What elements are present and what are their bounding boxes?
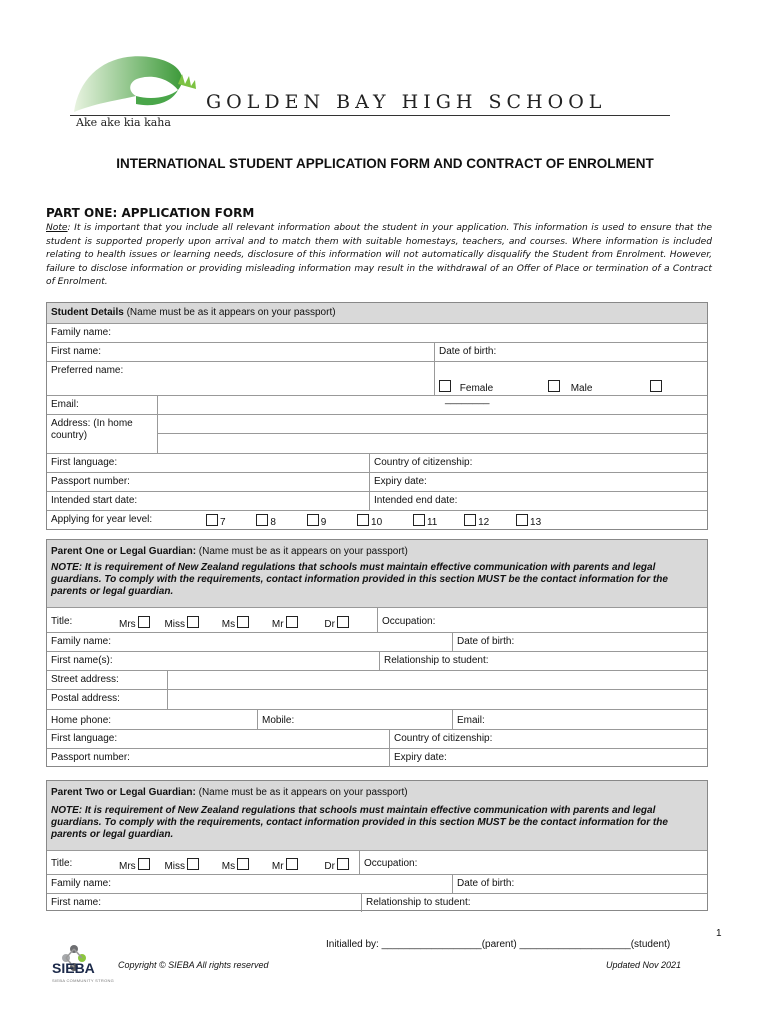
year-12-checkbox[interactable] bbox=[464, 514, 476, 526]
other-gender-checkbox[interactable] bbox=[650, 380, 662, 392]
student-citizenship-label: Country of citizenship: bbox=[369, 454, 476, 472]
p1-expiry-label: Expiry date: bbox=[389, 749, 451, 767]
parent-two-note: NOTE: It is requirement of New Zealand regulations that schools must maintain effective communication with parents and legal guardians. To comply with the requirements, contact information provided in this section MUST be the contact information for the parents or legal guardian. bbox=[51, 805, 668, 840]
p1-mr-checkbox[interactable] bbox=[286, 616, 298, 628]
year-8-checkbox[interactable] bbox=[256, 514, 268, 526]
year-9-label: 9 bbox=[320, 517, 327, 528]
sieba-wordmark: SIEBA bbox=[52, 960, 95, 976]
year-13-checkbox[interactable] bbox=[516, 514, 528, 526]
p2-first-name-label: First name: bbox=[51, 897, 102, 908]
p2-miss-checkbox[interactable] bbox=[187, 858, 199, 870]
p2-dob-label: Date of birth: bbox=[452, 875, 518, 893]
p2-mr-checkbox[interactable] bbox=[286, 858, 298, 870]
p1-first-names-label: First name(s): bbox=[51, 655, 113, 666]
updated-date: Updated Nov 2021 bbox=[606, 960, 682, 970]
student-details-subheading: (Name must be as it appears on your passport) bbox=[123, 307, 336, 318]
p1-citizenship-label: Country of citizenship: bbox=[389, 730, 496, 748]
student-details-table bbox=[46, 302, 708, 530]
year-level-label: Applying for year level: bbox=[51, 514, 153, 525]
p1-passport-label: Passport number: bbox=[51, 752, 130, 763]
p2-miss-label: Miss bbox=[164, 861, 186, 872]
p2-family-name-label: Family name: bbox=[51, 878, 112, 889]
student-dob-label: Date of birth: bbox=[434, 343, 500, 361]
p2-mrs-label: Mrs bbox=[119, 861, 136, 872]
p1-street-label: Street address: bbox=[51, 674, 119, 685]
p1-family-name-label: Family name: bbox=[51, 636, 112, 647]
p1-ms-label: Ms bbox=[221, 619, 236, 630]
student-address-label: Address: (In home country) bbox=[51, 418, 133, 441]
p1-mrs-label: Mrs bbox=[119, 619, 136, 630]
student-first-name-label: First name: bbox=[51, 346, 102, 357]
p2-mrs-checkbox[interactable] bbox=[138, 858, 150, 870]
year-11-checkbox[interactable] bbox=[413, 514, 425, 526]
year-7-checkbox[interactable] bbox=[206, 514, 218, 526]
student-family-name-row[interactable] bbox=[47, 323, 707, 342]
p2-occupation-label: Occupation: bbox=[359, 851, 421, 874]
initialled-by: Initialled by: __________________(parent) ____________________(student) bbox=[326, 939, 671, 950]
year-7-label: 7 bbox=[220, 517, 226, 528]
student-end-date-label: Intended end date: bbox=[369, 492, 461, 510]
parent-two-subheading: (Name must be as it appears on your passport) bbox=[195, 787, 408, 798]
p2-title-label: Title: bbox=[51, 858, 73, 869]
parent-two-heading: Parent Two or Legal Guardian: bbox=[51, 787, 196, 798]
year-11-label: 11 bbox=[426, 517, 438, 528]
form-title: INTERNATIONAL STUDENT APPLICATION FORM AND CONTRACT OF ENROLMENT bbox=[116, 156, 654, 171]
p2-ms-checkbox[interactable] bbox=[237, 858, 249, 870]
student-start-date-label: Intended start date: bbox=[51, 495, 138, 506]
student-passport-label: Passport number: bbox=[51, 476, 130, 487]
p1-title-label: Title: bbox=[51, 616, 73, 627]
p1-email-label: Email: bbox=[452, 710, 489, 729]
note-label: Note bbox=[46, 223, 68, 233]
p1-mrs-checkbox[interactable] bbox=[138, 616, 150, 628]
male-label: Male bbox=[570, 383, 593, 394]
student-email-label: Email: bbox=[51, 399, 79, 410]
female-checkbox[interactable] bbox=[439, 380, 451, 392]
part-one-heading: PART ONE: APPLICATION FORM bbox=[46, 206, 255, 220]
p1-dr-checkbox[interactable] bbox=[337, 616, 349, 628]
p1-home-phone-label: Home phone: bbox=[51, 715, 112, 726]
year-10-checkbox[interactable] bbox=[357, 514, 369, 526]
student-first-language-label: First language: bbox=[51, 457, 118, 468]
sieba-tagline: SIEBA COMMUNITY STRONG bbox=[52, 978, 115, 983]
p1-ms-checkbox[interactable] bbox=[237, 616, 249, 628]
p1-first-language-label: First language: bbox=[51, 733, 118, 744]
year-8-label: 8 bbox=[270, 517, 276, 528]
school-motto: Ake ake kia kaha bbox=[76, 116, 171, 129]
other-gender-blank: ________ bbox=[445, 394, 490, 405]
p1-mr-label: Mr bbox=[271, 619, 284, 630]
parent-one-table bbox=[46, 539, 708, 767]
p2-dr-checkbox[interactable] bbox=[337, 858, 349, 870]
student-details-heading: Student Details bbox=[51, 307, 124, 318]
student-expiry-label: Expiry date: bbox=[369, 473, 431, 491]
parent-one-note: NOTE: It is requirement of New Zealand regulations that schools must maintain effective communication with parents and legal guardians. To comply with the requirements, contact information provided in this section MUST be the contact information for the parents or legal guardian. bbox=[51, 562, 668, 597]
female-label: Female bbox=[459, 383, 494, 394]
year-10-label: 10 bbox=[371, 517, 383, 528]
parent-one-heading: Parent One or Legal Guardian: bbox=[51, 546, 197, 557]
part-one-note bbox=[46, 222, 712, 290]
p2-relationship-label: Relationship to student: bbox=[361, 894, 475, 912]
student-family-name-label: Family name: bbox=[51, 327, 112, 338]
note-text: : It is important that you include all relevant information about the student in your application. This information is used to ensure that the student is supported properly upon arrival and to match them with suitable homestays, teachers, and courses. Where information is included relating to health issues or learning needs, disclosure of this information will not automatically disqualify the Student from Enrolment. However, failure to disclose information or providing misleading information may result in the withdrawal of an Offer of Place or termination of a Contract of Enrolment. bbox=[46, 223, 712, 287]
p1-dr-label: Dr bbox=[324, 619, 335, 630]
p1-miss-checkbox[interactable] bbox=[187, 616, 199, 628]
year-13-label: 13 bbox=[530, 517, 542, 528]
p2-dr-label: Dr bbox=[324, 861, 335, 872]
school-logo bbox=[60, 40, 210, 125]
page-number: 1 bbox=[716, 928, 722, 939]
year-12-label: 12 bbox=[478, 517, 490, 528]
student-preferred-name-label: Preferred name: bbox=[51, 365, 124, 376]
copyright: Copyright © SIEBA All rights reserved bbox=[118, 960, 269, 970]
male-checkbox[interactable] bbox=[548, 380, 560, 392]
parent-two-table bbox=[46, 780, 708, 911]
p1-occupation-label: Occupation: bbox=[377, 608, 439, 632]
p1-miss-label: Miss bbox=[164, 619, 186, 630]
p1-dob-label: Date of birth: bbox=[452, 633, 518, 651]
p1-relationship-label: Relationship to student: bbox=[379, 652, 493, 670]
p2-mr-label: Mr bbox=[271, 861, 284, 872]
p1-postal-label: Postal address: bbox=[51, 693, 120, 704]
parent-one-subheading: (Name must be as it appears on your passport) bbox=[196, 546, 408, 557]
p1-mobile-label: Mobile: bbox=[257, 710, 298, 729]
year-9-checkbox[interactable] bbox=[307, 514, 319, 526]
school-name: GOLDEN BAY HIGH SCHOOL bbox=[206, 91, 607, 113]
p2-ms-label: Ms bbox=[221, 861, 236, 872]
